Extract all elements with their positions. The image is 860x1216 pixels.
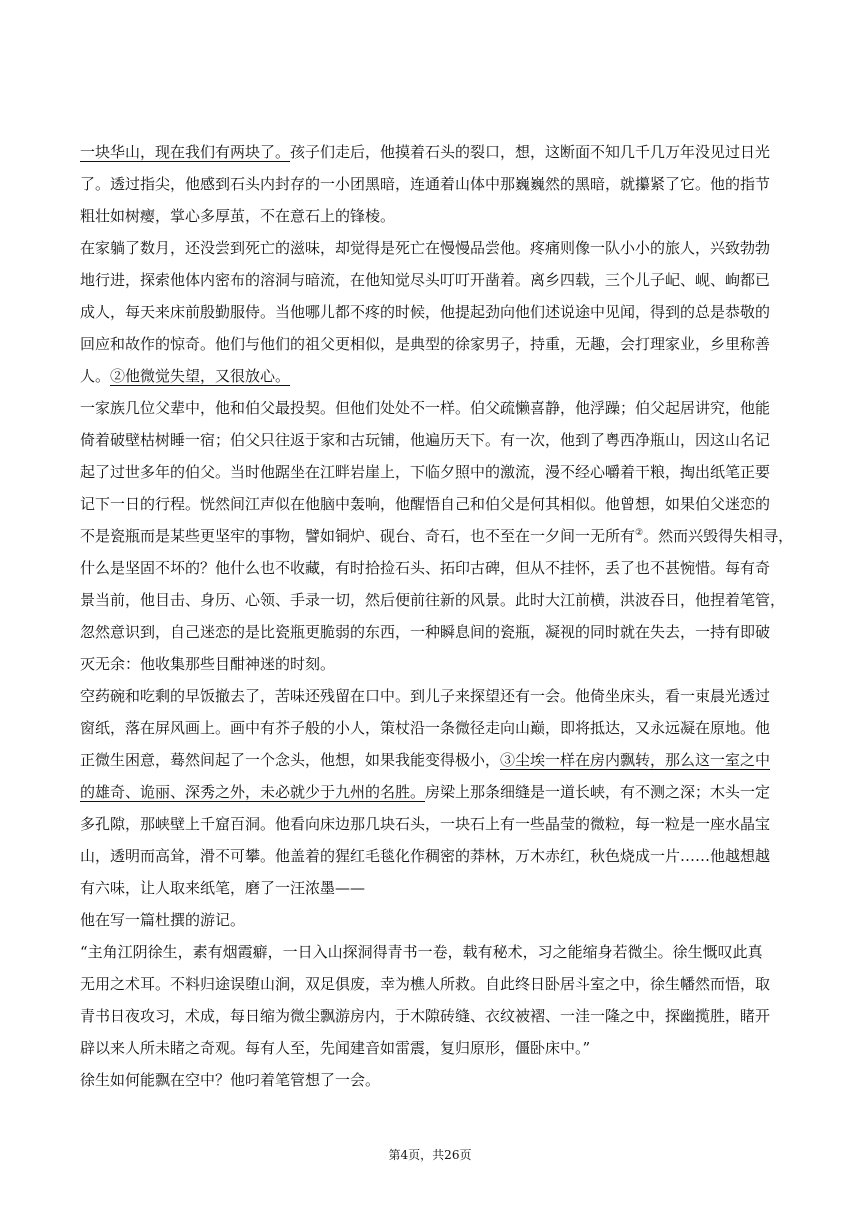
text-segment: 辟以来人所未睹之奇观。每有人至，先闻建音如雷震，复归原形，僵卧床中。” — [80, 1039, 591, 1057]
text-line — [80, 712, 780, 744]
footnote-mark: ② — [635, 528, 644, 538]
text-segment: 人。 — [80, 367, 111, 385]
text-segment: 。然而兴毁得失相寻， — [643, 527, 794, 545]
text-segment: “主角江阴徐生，素有烟霞癖，一日入山探洞得青书一卷，载有秘术，习之能缩身若微尘。徐生慨叹此真 — [80, 943, 763, 961]
text-line — [80, 520, 794, 552]
underlined-text: 一块华山，现在我们有两块了。 — [80, 143, 291, 161]
text-segment: 成人，每天来床前殷勤服侍。当他哪儿都不疼的时候，他提起劲向他们述说途中见闻，得到的总是恭敬的 — [80, 303, 771, 321]
text-line — [80, 808, 780, 840]
text-line — [80, 552, 780, 584]
text-segment: 起了过世多年的伯父。当时他踞坐在江畔岩崖上，下临夕照中的激流，漫不经心嚼着干粮，掏出纸笔正要 — [80, 463, 771, 481]
text-line — [80, 456, 780, 488]
text-segment: 景当前，他目击、身历、心领、手录一切，然后便前往新的风景。此时大江前横，洪波吞日，他捏着笔管， — [80, 591, 786, 609]
text-line — [80, 648, 780, 680]
text-segment: 房梁上那条细缝是一道长峡，有不测之深；木头一定 — [425, 783, 771, 801]
text-segment: 多孔隙，那峡壁上千窟百洞。他看向床边那几块石头，一块石上有一些晶莹的微粒，每一粒是一座水晶宝 — [80, 815, 771, 833]
text-line — [80, 296, 780, 328]
text-segment: 不是瓷瓶而是某些更坚牢的事物，譬如铜炉、砚台、奇石，也不至在一夕间一无所有 — [80, 527, 636, 545]
text-line — [80, 264, 780, 296]
text-segment: 青书日夜攻习，术成，每日缩为微尘飘游房内，于木隙砖缝、衣纹被褶、一洼一隆之中，探幽揽胜，睹开 — [80, 1007, 771, 1025]
text-segment: 窗纸，落在屏风画上。画中有芥子般的小人，策杖沿一条微径走向山巅，即将抵达，又永远凝在原地。他 — [80, 719, 771, 737]
passage-text — [80, 136, 794, 1096]
text-segment: 他在写一篇杜撰的游记。 — [80, 911, 246, 929]
text-line — [80, 936, 780, 968]
text-segment: 倚着破壁枯树睡一宿；伯父只往返于家和古玩铺，他遍历天下。有一次，他到了粤西净瓶山，因这山名记 — [80, 431, 771, 449]
text-line — [80, 776, 780, 808]
text-segment: 无用之术耳。不料归途误堕山涧，双足俱废，幸为樵人所救。自此终日卧居斗室之中，徐生幡然而悟，取 — [80, 975, 771, 993]
text-segment: 地行进，探索他体内密布的溶洞与暗流，在他知觉尽头叮叮开凿着。离乡四载，三个儿子屺、岘、峋都已 — [80, 271, 771, 289]
text-line — [80, 136, 780, 168]
text-segment: 有六味，让人取来纸笔，磨了一汪浓墨—— — [80, 879, 366, 897]
text-line — [80, 488, 780, 520]
text-segment: 忽然意识到，自己迷恋的是比瓷瓶更脆弱的东西，一种瞬息间的瓷瓶，凝视的同时就在失去，一持有即破 — [80, 623, 771, 641]
text-line — [80, 904, 780, 936]
text-segment: 正微生困意，蓦然间起了一个念头，他想，如果我能变得极小， — [80, 751, 501, 769]
text-line — [80, 168, 780, 200]
text-line — [80, 328, 780, 360]
text-segment: 了。透过指尖，他感到石头内封存的一小团黑暗，连通着山体中那巍巍然的黑暗，就攥紧了它。他的指节 — [80, 175, 771, 193]
text-segment: 记下一日的行程。恍然间江声似在他脑中轰响，他醒悟自己和伯父是何其相似。他曾想，如果伯父迷恋的 — [80, 495, 771, 513]
text-segment: 山，透明而高耸，滑不可攀。他盖着的猩红毛毯化作稠密的莽林，万木赤红，秋色烧成一片……他越想越 — [80, 847, 771, 865]
text-line — [80, 872, 780, 904]
text-line — [80, 840, 780, 872]
text-segment: 灭无余：他收集那些目酣神迷的时刻。 — [80, 655, 336, 673]
text-line — [80, 968, 780, 1000]
underlined-text: ②他微觉失望，又很放心。 — [110, 367, 291, 385]
text-line — [80, 424, 780, 456]
text-line — [80, 584, 786, 616]
underlined-text: 的雄奇、诡丽、深秀之外，未必就少于九州的名胜。 — [80, 783, 426, 801]
underlined-text: ③尘埃一样在房内飘转，那么这一室之中 — [500, 751, 771, 769]
page-footer: 第4页，共26页 — [388, 1148, 472, 1162]
text-line — [80, 232, 780, 264]
text-line — [80, 616, 780, 648]
text-line — [80, 360, 780, 392]
text-line — [80, 680, 780, 712]
text-segment: 什么是坚固不坏的？他什么也不收藏，有时拾捡石头、拓印古碑，但从不挂怀，丢了也不甚惋惜。每有奇 — [80, 559, 771, 577]
text-segment: 回应和故作的惊奇。他们与他们的祖父更相似，是典型的徐家男子，持重，无趣，会打理家业，乡里称善 — [80, 335, 771, 353]
text-line — [80, 1064, 780, 1096]
text-line — [80, 1000, 780, 1032]
text-segment: 徐生如何能飘在空中？他叼着笔管想了一会。 — [80, 1071, 381, 1089]
text-line — [80, 744, 780, 776]
text-segment: 一家族几位父辈中，他和伯父最投契。但他们处处不一样。伯父疏懒喜静，他浮躁；伯父起居讲究，他能 — [80, 399, 771, 417]
text-segment: 孩子们走后，他摸着石头的裂口，想，这断面不知几千几万年没见过日光 — [290, 143, 771, 161]
text-segment: 粗壮如树瘿，掌心多厚茧，不在意石上的锋棱。 — [80, 207, 396, 225]
text-segment: 空药碗和吃剩的早饭撤去了，苦味还残留在口中。到儿子来探望还有一会。他倚坐床头，看一束晨光透过 — [80, 687, 771, 705]
text-line — [80, 1032, 780, 1064]
text-line — [80, 392, 780, 424]
text-segment: 在家躺了数月，还没尝到死亡的滋味，却觉得是死亡在慢慢品尝他。疼痛则像一队小小的旅人，兴致勃勃 — [80, 239, 771, 257]
text-line — [80, 200, 780, 232]
